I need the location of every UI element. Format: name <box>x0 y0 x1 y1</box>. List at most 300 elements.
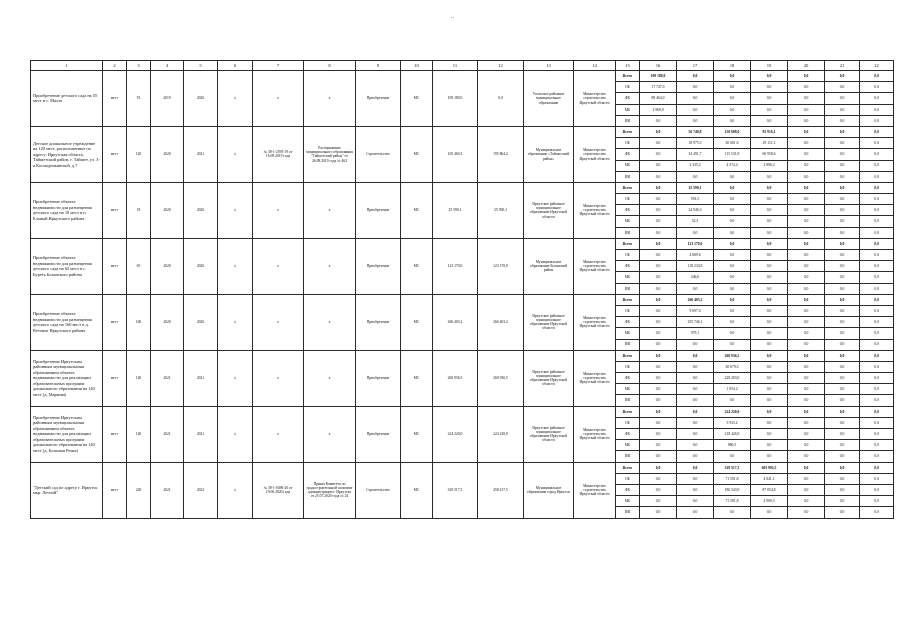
amount-cell: 0,0 <box>714 339 751 350</box>
amount-cell: 0,0 <box>825 261 860 272</box>
expertise-cell: х <box>253 406 304 462</box>
capacity-cell: 120 <box>127 126 151 182</box>
amount-cell: 0,0 <box>714 171 751 182</box>
amount-cell: 0,0 <box>860 238 894 249</box>
amount-cell: 0,0 <box>788 373 825 384</box>
amount-cell: 0,0 <box>640 440 677 451</box>
amount-cell: 0,0 <box>788 361 825 372</box>
amount-cell: 0,0 <box>788 71 825 82</box>
object-name: Приобретение Иркутским районным муниципальным образованием объекта недвижимости для реализации образовательных программ дошкольного образования на 140 мест (д. Маркова) <box>31 350 103 406</box>
amount-cell: 0,0 <box>640 227 677 238</box>
property-cell: МС <box>401 71 433 127</box>
amount-cell: 0,0 <box>640 261 677 272</box>
amount-cell: 2 896,2 <box>751 160 788 171</box>
amount-cell: 0,0 <box>677 473 714 484</box>
column-number: 2 <box>103 61 127 71</box>
amount-cell: 2 969,0 <box>640 104 677 115</box>
page-number: .. <box>451 14 454 20</box>
amount-cell: 92 916,1 <box>751 126 788 137</box>
unit-cell: мест <box>103 462 127 518</box>
property-cell: МС <box>401 238 433 294</box>
object-name: Детское дошкольное учреждение на 120 мест, расположенное по адресу: Иркутская область, Тайшетский район, г. Тайшет, ул. 3-я Космодемьянской, д.7 <box>31 126 103 182</box>
amount-cell: 4 689,6 <box>677 250 714 261</box>
amount-cell: 9 697,0 <box>677 305 714 316</box>
column-number: 16 <box>640 61 677 71</box>
amount-cell: 0,0 <box>751 171 788 182</box>
amount-cell: 0,0 <box>860 250 894 261</box>
amount-cell: 255 746,1 <box>677 317 714 328</box>
funding-source: Всего <box>616 294 640 305</box>
column-number: 3 <box>127 61 151 71</box>
amount-cell: 0,0 <box>825 104 860 115</box>
funding-source: ИИ <box>616 283 640 294</box>
amount-cell: 0,0 <box>788 507 825 518</box>
amount-cell: 0,0 <box>860 71 894 82</box>
amount-cell: 0,0 <box>825 283 860 294</box>
contract-cost-cell: 195 864,2 <box>478 126 524 182</box>
work-type-cell: Приобретение <box>356 182 401 238</box>
amount-cell: 0,0 <box>677 71 714 82</box>
amount-cell: 0,0 <box>860 328 894 339</box>
amount-cell: 0,0 <box>640 496 677 507</box>
funding-source: ИИ <box>616 507 640 518</box>
end-year-cell: 2020 <box>184 238 218 294</box>
amount-cell: 0,0 <box>788 429 825 440</box>
start-year-cell: 2021 <box>151 462 184 518</box>
investment-table <box>30 60 894 519</box>
start-year-cell: 2020 <box>151 126 184 182</box>
amount-cell: 0,0 <box>751 350 788 361</box>
start-year-cell: 2020 <box>151 182 184 238</box>
funding-source: Всего <box>616 462 640 473</box>
contract-cost-cell: 123 170,0 <box>478 238 524 294</box>
amount-cell: 0,0 <box>714 115 751 126</box>
funding-source: МБ <box>616 104 640 115</box>
amount-cell: 0,0 <box>714 507 751 518</box>
amount-cell: 0,0 <box>677 283 714 294</box>
table-row <box>31 406 894 417</box>
amount-cell: 0,0 <box>640 182 677 193</box>
amount-cell: 0,0 <box>860 417 894 428</box>
column-number: 9 <box>356 61 401 71</box>
amount-cell: 0,0 <box>860 126 894 137</box>
amount-cell: 0,0 <box>751 294 788 305</box>
recipient-cell: Иркутское районное муниципальное образование Иркутской области <box>524 182 574 238</box>
column-6-cell: х <box>218 294 253 350</box>
amount-cell: 0,0 <box>788 417 825 428</box>
column-number: 11 <box>433 61 478 71</box>
amount-cell: 0,0 <box>751 216 788 227</box>
amount-cell: 0,0 <box>825 93 860 104</box>
amount-cell: 218 426,9 <box>714 429 751 440</box>
amount-cell: 0,0 <box>677 350 714 361</box>
administrator-cell: Министерство строительства Иркутской области <box>574 406 616 462</box>
amount-cell: 0,0 <box>788 250 825 261</box>
column-number-row <box>31 61 894 71</box>
amount-cell: 0,0 <box>640 171 677 182</box>
amount-cell: 0,0 <box>714 238 751 249</box>
amount-cell: 29 111,3 <box>751 138 788 149</box>
amount-cell: 0,0 <box>825 171 860 182</box>
amount-cell: 0,0 <box>714 250 751 261</box>
unit-cell: мест <box>103 350 127 406</box>
amount-cell: 0,0 <box>751 417 788 428</box>
amount-cell: 0,0 <box>714 104 751 115</box>
amount-cell: 0,0 <box>640 361 677 372</box>
property-cell: МС <box>401 406 433 462</box>
amount-cell: 0,0 <box>788 182 825 193</box>
property-cell: МС <box>401 350 433 406</box>
unit-cell: мест <box>103 182 127 238</box>
amount-cell: 118 233,8 <box>677 261 714 272</box>
administrator-cell: Министерство строительства Иркутской области <box>574 462 616 518</box>
amount-cell: 0,0 <box>788 350 825 361</box>
amount-cell: 0,0 <box>640 350 677 361</box>
object-name: "Детский сад по адресу г. Иркутск мкр. Лесной" <box>31 462 103 518</box>
amount-cell: 0,0 <box>825 440 860 451</box>
amount-cell: 260 936,5 <box>714 350 751 361</box>
amount-cell: 0,0 <box>751 115 788 126</box>
amount-cell: 0,0 <box>640 238 677 249</box>
amount-cell: 0,0 <box>860 496 894 507</box>
decision-cell: х <box>304 350 356 406</box>
amount-cell: 0,0 <box>788 160 825 171</box>
estimated-cost-cell: 165 460,3 <box>433 126 478 182</box>
column-number: 8 <box>304 61 356 71</box>
amount-cell: 0,0 <box>751 205 788 216</box>
administrator-cell: Министерство строительства Иркутской области <box>574 350 616 406</box>
amount-cell: 0,0 <box>714 71 751 82</box>
estimated-cost-cell: 25 590,1 <box>433 182 478 238</box>
amount-cell: 0,0 <box>825 126 860 137</box>
amount-cell: 0,0 <box>788 104 825 115</box>
amount-cell: 0,0 <box>751 71 788 82</box>
start-year-cell: 2021 <box>151 406 184 462</box>
amount-cell: 0,0 <box>788 171 825 182</box>
column-number: 18 <box>714 61 751 71</box>
amount-cell: 0,0 <box>788 384 825 395</box>
amount-cell: 0,0 <box>825 339 860 350</box>
end-year-cell: 2020 <box>184 294 218 350</box>
amount-cell: 0,0 <box>788 317 825 328</box>
amount-cell: 0,0 <box>714 182 751 193</box>
amount-cell: 0,0 <box>640 149 677 160</box>
amount-cell: 0,0 <box>751 440 788 451</box>
amount-cell: 0,0 <box>751 104 788 115</box>
column-number: 17 <box>677 61 714 71</box>
amount-cell: 0,0 <box>677 417 714 428</box>
amount-cell: 0,0 <box>860 160 894 171</box>
amount-cell: 0,0 <box>788 328 825 339</box>
funding-source: ИИ <box>616 451 640 462</box>
amount-cell: 0,0 <box>640 339 677 350</box>
funding-source: Всего <box>616 238 640 249</box>
amount-cell: 224 220,0 <box>714 406 751 417</box>
capacity-cell: 220 <box>127 462 151 518</box>
amount-cell: 0,0 <box>640 138 677 149</box>
amount-cell: 123 170,0 <box>677 238 714 249</box>
recipient-cell: Муниципальное образование город Иркутск <box>524 462 574 518</box>
unit-cell: мест <box>103 126 127 182</box>
contract-cost-cell: 266 403,2 <box>478 294 524 350</box>
funding-source: МБ <box>616 496 640 507</box>
amount-cell: 0,0 <box>714 227 751 238</box>
amount-cell: 229 203,0 <box>714 373 751 384</box>
amount-cell: 0,0 <box>860 451 894 462</box>
amount-cell: 0,0 <box>788 484 825 495</box>
amount-cell: 0,0 <box>825 160 860 171</box>
amount-cell: 0,0 <box>751 182 788 193</box>
work-type-cell: Приобретение <box>356 350 401 406</box>
amount-cell: 0,0 <box>825 384 860 395</box>
amount-cell: 186 543,9 <box>714 484 751 495</box>
amount-cell: 0,0 <box>714 395 751 406</box>
amount-cell: 0,0 <box>677 82 714 93</box>
work-type-cell: Приобретение <box>356 238 401 294</box>
column-number: 15 <box>616 61 640 71</box>
amount-cell: 0,0 <box>751 250 788 261</box>
recipient-cell: Усольское районное муниципальное образование <box>524 71 574 127</box>
amount-cell: 0,0 <box>788 294 825 305</box>
amount-cell: 0,0 <box>751 507 788 518</box>
amount-cell: 0,0 <box>788 82 825 93</box>
amount-cell: 0,0 <box>751 361 788 372</box>
amount-cell: 0,0 <box>640 484 677 495</box>
amount-cell: 0,0 <box>677 171 714 182</box>
end-year-cell: 2021 <box>184 406 218 462</box>
end-year-cell: 2020 <box>184 182 218 238</box>
amount-cell: 0,0 <box>751 451 788 462</box>
amount-cell: 87 054,8 <box>751 484 788 495</box>
amount-cell: 0,0 <box>788 496 825 507</box>
column-6-cell: х <box>218 350 253 406</box>
amount-cell: 0,0 <box>825 305 860 316</box>
amount-cell: 0,0 <box>640 115 677 126</box>
amount-cell: 0,0 <box>677 429 714 440</box>
estimated-cost-cell: 224 220,0 <box>433 406 478 462</box>
funding-source: ИИ <box>616 115 640 126</box>
column-number: 19 <box>751 61 788 71</box>
amount-cell: 0,0 <box>860 361 894 372</box>
capacity-cell: 140 <box>127 406 151 462</box>
amount-cell: 0,0 <box>825 71 860 82</box>
amount-cell: 0,0 <box>677 339 714 350</box>
amount-cell: 0,0 <box>640 384 677 395</box>
amount-cell: 0,0 <box>825 484 860 495</box>
funding-source: ФБ <box>616 149 640 160</box>
amount-cell: 60 958,6 <box>751 149 788 160</box>
estimated-cost-cell: 123 170,0 <box>433 238 478 294</box>
amount-cell: 0,0 <box>788 138 825 149</box>
amount-cell: 0,0 <box>825 350 860 361</box>
amount-cell: 0,0 <box>788 126 825 137</box>
amount-cell: 0,0 <box>825 373 860 384</box>
decision-cell: х <box>304 406 356 462</box>
amount-cell: 0,0 <box>825 496 860 507</box>
amount-cell: 0,0 <box>860 115 894 126</box>
amount-cell: 0,0 <box>788 261 825 272</box>
amount-cell: 0,0 <box>860 350 894 361</box>
amount-cell: 0,0 <box>640 406 677 417</box>
amount-cell: 0,0 <box>677 462 714 473</box>
administrator-cell: Министерство строительства Иркутской области <box>574 182 616 238</box>
amount-cell: 0,0 <box>860 473 894 484</box>
amount-cell: 0,0 <box>825 361 860 372</box>
amount-cell: 0,0 <box>677 507 714 518</box>
amount-cell: 0,0 <box>825 250 860 261</box>
amount-cell: 603 992,5 <box>751 462 788 473</box>
amount-cell: 0,0 <box>640 451 677 462</box>
funding-source: ОБ <box>616 473 640 484</box>
unit-cell: мест <box>103 71 127 127</box>
capacity-cell: 160 <box>127 294 151 350</box>
amount-cell: 17 747,0 <box>640 82 677 93</box>
amount-cell: 0,0 <box>788 440 825 451</box>
funding-source: МБ <box>616 328 640 339</box>
amount-cell: 5 933,2 <box>714 417 751 428</box>
amount-cell: 0,0 <box>788 406 825 417</box>
funding-source: ОБ <box>616 250 640 261</box>
amount-cell: 979,1 <box>677 328 714 339</box>
amount-cell: 2 900,3 <box>751 496 788 507</box>
table-row <box>31 126 894 137</box>
amount-cell: 0,0 <box>751 339 788 350</box>
amount-cell: 0,0 <box>677 440 714 451</box>
capacity-cell: 55 <box>127 71 151 127</box>
start-year-cell: 2020 <box>151 294 184 350</box>
amount-cell: 0,0 <box>751 93 788 104</box>
amount-cell: 0,0 <box>640 317 677 328</box>
amount-cell: 0,0 <box>860 171 894 182</box>
table-row <box>31 294 894 305</box>
amount-cell: 0,0 <box>860 484 894 495</box>
object-name: Приобретение объекта недвижимости для размещения детского сада на 65 мест в с. Буреть Боханского района <box>31 238 103 294</box>
funding-source: МБ <box>616 440 640 451</box>
amount-cell: 0,0 <box>677 484 714 495</box>
amount-cell: 0,0 <box>860 194 894 205</box>
funding-source: ИИ <box>616 171 640 182</box>
amount-cell: 0,0 <box>751 429 788 440</box>
table-row <box>31 462 894 473</box>
amount-cell: 0,0 <box>751 238 788 249</box>
amount-cell: 0,0 <box>860 261 894 272</box>
amount-cell: 18 975,3 <box>677 138 714 149</box>
amount-cell: 56 740,8 <box>677 126 714 137</box>
amount-cell: 0,0 <box>860 317 894 328</box>
decision-cell: х <box>304 71 356 127</box>
column-number: 6 <box>218 61 253 71</box>
amount-cell: 0,0 <box>640 473 677 484</box>
amount-cell: 0,0 <box>677 93 714 104</box>
amount-cell: 0,0 <box>714 451 751 462</box>
unit-cell: мест <box>103 406 127 462</box>
column-6-cell: х <box>218 71 253 127</box>
amount-cell: 0,0 <box>860 227 894 238</box>
administrator-cell: Министерство строительства Иркутской области <box>574 126 616 182</box>
amount-cell: 0,0 <box>714 82 751 93</box>
funding-source: ИИ <box>616 227 640 238</box>
amount-cell: 0,0 <box>751 227 788 238</box>
amount-cell: 0,0 <box>751 305 788 316</box>
column-number: 5 <box>184 61 218 71</box>
amount-cell: 0,0 <box>825 462 860 473</box>
funding-source: МБ <box>616 384 640 395</box>
property-cell: МС <box>401 182 433 238</box>
object-name: Приобретение объекта недвижимости для размещения детского сада на 160 мест в д. Revenue Иркутского района <box>31 294 103 350</box>
administrator-cell: Министерство строительства Иркутской области <box>574 71 616 127</box>
amount-cell: 0,0 <box>860 429 894 440</box>
amount-cell: 0,0 <box>825 205 860 216</box>
estimated-cost-cell: 329 517,5 <box>433 462 478 518</box>
amount-cell: 0,0 <box>860 182 894 193</box>
amount-cell: 1 054,2 <box>714 384 751 395</box>
amount-cell: 109 180,0 <box>640 71 677 82</box>
amount-cell: 0,0 <box>825 507 860 518</box>
expertise-cell: х <box>253 71 304 127</box>
amount-cell: 0,0 <box>751 82 788 93</box>
amount-cell: 0,0 <box>825 406 860 417</box>
estimated-cost-cell: 109 180,0 <box>433 71 478 127</box>
amount-cell: 0,0 <box>677 361 714 372</box>
amount-cell: 0,0 <box>788 395 825 406</box>
amount-cell: 0,0 <box>677 115 714 126</box>
amount-cell: 0,0 <box>640 429 677 440</box>
amount-cell: 0,0 <box>825 182 860 193</box>
recipient-cell: Иркутское районное муниципальное образование Иркутской области <box>524 350 574 406</box>
start-year-cell: 2019 <box>151 71 184 127</box>
amount-cell: 0,0 <box>860 305 894 316</box>
start-year-cell: 2021 <box>151 350 184 406</box>
amount-cell: 0,0 <box>751 395 788 406</box>
funding-source: Всего <box>616 350 640 361</box>
amount-cell: 0,0 <box>640 395 677 406</box>
amount-cell: 329 517,5 <box>714 462 751 473</box>
amount-cell: 0,0 <box>788 451 825 462</box>
amount-cell: 0,0 <box>788 339 825 350</box>
amount-cell: 0,0 <box>825 216 860 227</box>
recipient-cell: Иркутское районное муниципальное образование Иркутской области <box>524 406 574 462</box>
work-type-cell: Строительство <box>356 126 401 182</box>
amount-cell: 0,0 <box>751 194 788 205</box>
amount-cell: 0,0 <box>825 138 860 149</box>
amount-cell: 0,0 <box>788 283 825 294</box>
funding-source: ФБ <box>616 429 640 440</box>
decision-cell: Распоряжение муниципального образования "Тайшетский район" от 26.08.2019 года № 462 <box>304 126 356 182</box>
amount-cell: 0,0 <box>860 138 894 149</box>
amount-cell: 0,0 <box>860 205 894 216</box>
amount-cell: 0,0 <box>640 205 677 216</box>
amount-cell: 0,0 <box>751 406 788 417</box>
amount-cell: 0,0 <box>788 93 825 104</box>
amount-cell: 0,0 <box>825 227 860 238</box>
property-cell: МС <box>401 294 433 350</box>
amount-cell: 0,0 <box>714 294 751 305</box>
funding-source: ОБ <box>616 82 640 93</box>
amount-cell: 0,0 <box>640 507 677 518</box>
amount-cell: 0,0 <box>677 406 714 417</box>
amount-cell: 0,0 <box>677 384 714 395</box>
amount-cell: 0,0 <box>640 417 677 428</box>
column-number: 20 <box>788 61 825 71</box>
estimated-cost-cell: 266 403,2 <box>433 294 478 350</box>
funding-source: ОБ <box>616 138 640 149</box>
work-type-cell: Приобретение <box>356 71 401 127</box>
column-6-cell: х <box>218 182 253 238</box>
amount-cell: 0,0 <box>751 261 788 272</box>
contract-cost-cell: 260 936,5 <box>478 350 524 406</box>
amount-cell: 0,0 <box>860 272 894 283</box>
column-number: 21 <box>825 61 860 71</box>
